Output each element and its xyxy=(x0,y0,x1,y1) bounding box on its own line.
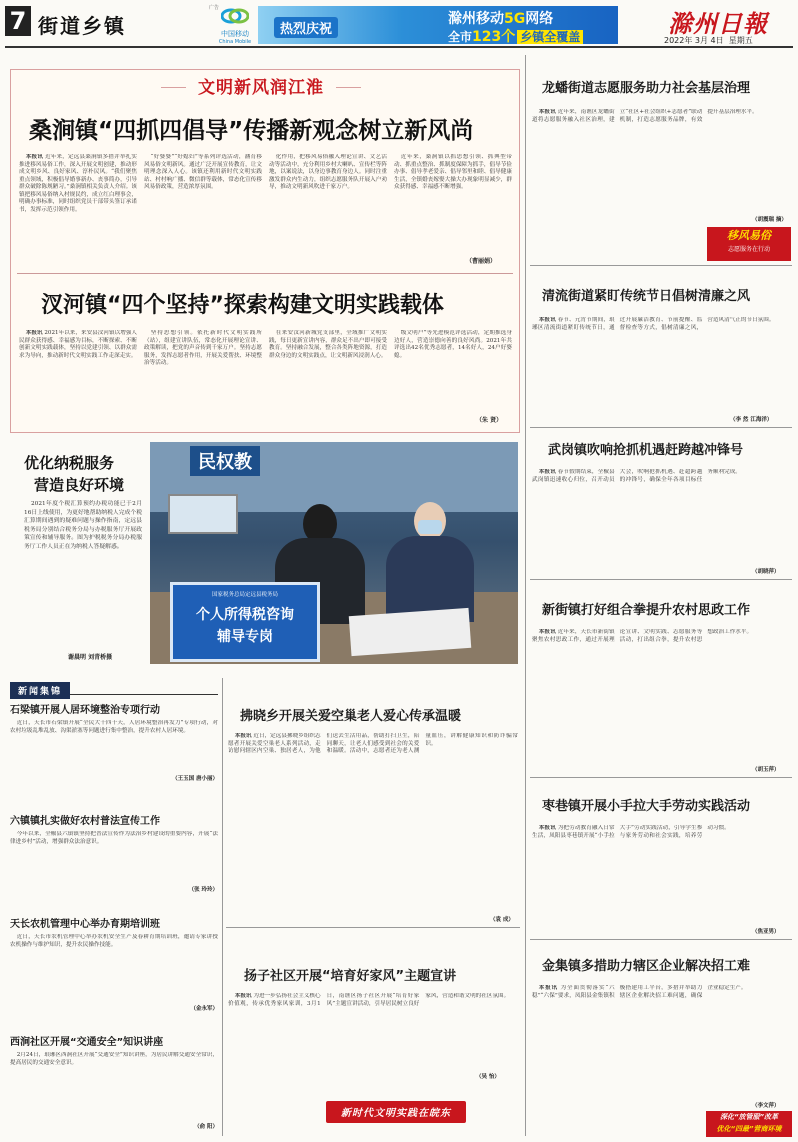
article4-text: 为进一步弘扬社会主义核心价值观，传承优秀家风家训，3月1日，南谯区扬子社区开展“培育好家风”主题宣讲活动，引导居民树立良好家风，营造和谐文明的社区氛围。 xyxy=(228,993,510,1007)
photo-sign-police: 民权教 xyxy=(190,446,260,476)
news-brief-label xyxy=(10,679,218,695)
promo-box xyxy=(707,227,791,261)
article3-lead: 本报讯 xyxy=(234,733,252,739)
brief-title-2: 六镇镇扎实做好农村普法宣传工作 xyxy=(10,816,160,827)
article9-source: （焦亚男） xyxy=(752,929,780,935)
right-divider-2 xyxy=(530,427,792,428)
news-brief-column xyxy=(10,677,218,1137)
ad-celebrate: 热烈庆祝 xyxy=(274,17,338,38)
article2-source: （朱 贤） xyxy=(476,417,503,424)
article1-col4-text: 近年来，桑涧镇以抓思想引领、抓典型带动、抓重点整治、抓制度保障为抓手，倡导节俭办事、倡导孝老爱亲、倡导邻里和睦、倡导健康生活，全镇婚丧嫁娶大操大办现象明显减少，群众获得感、幸福感不断增强。 xyxy=(394,154,512,190)
ad-line2 xyxy=(448,26,583,44)
center-bottom-banner-text: 新时代文明实践在皖东 xyxy=(341,1108,451,1119)
article8-lead: 本报讯 xyxy=(538,629,556,635)
right-divider-1 xyxy=(530,265,792,266)
promo-box-line1: 移风易俗 xyxy=(727,229,771,242)
article8-text: 近年来，天长市新街镇聚焦农村思政工作，通过开展理论宣讲、文明实践、志愿服务等活动，打出组合拳，提升农村思想政治工作水平。 xyxy=(532,629,753,643)
brief-title-4: 西涧社区开展“交通安全”知识讲座 xyxy=(10,1037,164,1048)
brief-text-3 xyxy=(10,934,218,1004)
article4-source: （吴 怡） xyxy=(476,1074,500,1080)
photo-title-line2: 营造良好环境 xyxy=(34,476,125,494)
brief-text-3-p: 近日，天长市农机管理中心举办农机安全生产及春耕育期培训班，邀请专家讲授农机操作与维护知识，提升农民操作技能。 xyxy=(10,934,218,948)
article10-source: （李文萍） xyxy=(752,1103,780,1109)
article5-title: 龙蟠街道志愿服务助力社会基层治理 xyxy=(542,81,751,96)
article7-lead: 本报讯 xyxy=(538,469,556,475)
article3-title: 拂晓乡开展关爱空巢老人爱心传承温暖 xyxy=(240,709,462,724)
feature-box xyxy=(10,69,520,433)
photo-sign-tax2: 辅导专岗 xyxy=(217,629,273,645)
article2-col3 xyxy=(269,330,387,425)
brief-item-2 xyxy=(10,812,218,893)
photo-credit: 谢晨明 刘青桥摄 xyxy=(68,654,113,661)
article7-text: 春节假期结束，全椒县武岗镇迅速收心归位，召开动员大会，吹响抢抓机遇、赶超跨越的冲锋号，确保全年各项目标任务顺利完成。 xyxy=(532,469,741,483)
article1-lead: 本报讯 xyxy=(25,154,44,160)
ad-line2-c: 乡镇全覆盖 xyxy=(517,30,583,44)
article9-text: 为把劳动教育融入日常生活，凤阳县枣巷镇开展“小手拉大手”劳动实践活动，引导学生参与家务劳动和社会实践，培养劳动习惯。 xyxy=(532,825,730,839)
issue-date xyxy=(664,35,753,46)
article2-col2-text: 坚持思想引领。依托新时代文明实践所（站），组建宣讲队伍，常态化开展理论宣讲、政策解读，把党的声音传到千家万户。坚持志愿服务，发挥志愿者作用，开展关爱帮扶、环境整治等活动。 xyxy=(144,330,262,366)
article1-col4 xyxy=(394,154,512,254)
article10-lead: 本报讯 xyxy=(538,985,558,991)
center-divider xyxy=(226,927,520,928)
article4-lead: 本报讯 xyxy=(234,993,252,999)
ad-line2-b: 123个 xyxy=(472,29,516,44)
promo-box-line2: 志愿服务在行动 xyxy=(727,246,770,253)
right-bottom-banner xyxy=(706,1111,792,1137)
brief-source-3: （金永军） xyxy=(190,1006,218,1012)
page-number: 7 xyxy=(9,7,27,35)
article10-body xyxy=(532,985,790,1105)
brief-item-1 xyxy=(10,701,218,782)
article10-text: 为全面贯彻落实“六稳”“六保”要求，凤阳县金集镇积极搭建用工平台，多措并举助力辖区企业解决招工难问题，确保企业稳定生产。 xyxy=(532,985,747,999)
article7-source: （胡晓萍） xyxy=(752,569,780,575)
article2-col4-text: 级文明户”等先进模范评选活动，定期推选身边好人，营造崇德向善的良好风尚。2021年共评选出42名优秀志愿者，14名好人，24户好婆媳。 xyxy=(394,330,512,359)
news-photo xyxy=(150,442,518,664)
article2-lead: 本报讯 xyxy=(25,330,43,336)
weekday: 星期五 xyxy=(728,36,753,45)
brief-text-2 xyxy=(10,831,218,885)
article5-source: （胡震瑞 摘） xyxy=(752,217,787,223)
china-mobile-logo-icon xyxy=(221,6,249,26)
article1-col2 xyxy=(144,154,262,264)
china-mobile-logo xyxy=(213,6,257,46)
brief-item-4 xyxy=(10,1033,218,1130)
article2-col4 xyxy=(394,330,512,415)
article9-body xyxy=(532,825,790,925)
ad-line1 xyxy=(448,8,553,28)
photo-papers xyxy=(349,608,471,656)
article8-source: （胡玉萍） xyxy=(752,767,780,773)
brief-text-4 xyxy=(10,1052,218,1122)
brief-item-3 xyxy=(10,915,218,1012)
article1-col3-text: 化作用，把移风易俗融入理论宣讲、文艺活动等活动中，充分利用乡村大喇叭、宣传栏等阵地，以案说法，以身边事教育身边人。同时注重激发群众内生动力，组织志愿服务队开展入户劝导，推动文明新风吹进千家万户。 xyxy=(269,154,387,190)
article2-col1-text: 2021年以来，来安县汊河镇以增强人民群众获得感、幸福感为目标，不断探索、不断创新文明实践载体，坚持以党建引领、以群众需求为导向，推动新时代文明实践工作走深走实。 xyxy=(19,330,137,359)
right-divider-4 xyxy=(530,777,792,778)
article6-lead: 本报讯 xyxy=(538,317,556,323)
photo-caption: 2021年度个税汇算预约办税功能已于2月16日上线使用，为更好地帮助纳税人完成个税汇算期间遇到的疑难问题与操作指南，定远县税务局分别结合税务分局与办税服务厅开展政策宣传和辅导服务。图为护税税务分局办税服务厅工作人员正在为纳税人答疑解惑。 xyxy=(24,501,142,550)
article2-col2 xyxy=(144,330,262,425)
article3-source: （袁 成） xyxy=(490,917,514,923)
article6-body xyxy=(532,317,790,417)
brief-source-2: （张 玲玲） xyxy=(188,887,218,893)
brief-text-1-p: 近日，天长市石梁镇开展“全民大干四十天，人居环境整治再发力”专项行动，对农村垃圾乱堆乱放、沟渠淤塞等问题进行集中整治，提升农村人居环境。 xyxy=(10,720,218,734)
photo-sign-tax1: 个人所得税咨询 xyxy=(196,607,294,623)
right-column xyxy=(530,55,792,1137)
page-header xyxy=(0,0,798,48)
ad-brand-en: China Mobile xyxy=(218,39,252,45)
main-column-divider xyxy=(525,55,526,1136)
article6-source: （李 然 江海洋） xyxy=(730,417,773,423)
article2-col1 xyxy=(19,330,137,425)
brief-title-3: 天长农机管理中心举办育期培训班 xyxy=(10,919,160,930)
right-divider-3 xyxy=(530,579,792,580)
brief-text-2-p: 今年以来，全椒县六镇镇坚持把普法宣传作为法治乡村建设的重要内容，开展“法律进乡村”活动，增强群众法治意识。 xyxy=(10,831,218,845)
section-title: 街道乡镇 xyxy=(38,14,126,38)
date: 2022年 3月 4日 xyxy=(664,36,724,45)
feature-divider xyxy=(17,273,513,274)
ad-line2-a: 全市 xyxy=(448,30,473,44)
photo-sign-office: 国家税务总局定远县税务局 xyxy=(211,592,278,598)
ad-brand: 中国移动 xyxy=(221,30,249,38)
right-bottom-banner-1: 深化“放管服”改革 xyxy=(719,1113,779,1121)
brief-source-4: （俞 阳） xyxy=(194,1124,218,1130)
article6-text: 春节、元宵节期间，琅琊区清流街道紧盯传统节日，通过开展廉洁教育、节前提醒、监督检查等方式，倡树清廉之风，营造风清气正的节日氛围。 xyxy=(532,317,775,331)
center-column xyxy=(226,677,520,1137)
brief-source-1: （王玉国 唐小丽） xyxy=(172,776,218,782)
ad-line1-a: 滁州移动 xyxy=(448,11,504,27)
header-rule xyxy=(5,46,793,48)
photo-screen xyxy=(168,494,238,534)
paper-name: 滁州日報 xyxy=(668,9,768,38)
article7-body xyxy=(532,469,790,569)
brief-title-1: 石梁镇开展人居环境整治专项行动 xyxy=(10,705,160,716)
article1-source: （曹丽娟） xyxy=(466,258,497,265)
article3-text: 近日，定远县拂晓乡组织志愿者开展关爱空巢老人系列活动，走访慰问辖区内空巢、独居老人，为他们送去生活用品，帮助打扫卫生，陪同聊天，让老人们感受到社会的关爱和温暖。活动中，志愿者还为老人测量血压，讲解健康知识和防诈骗常识。 xyxy=(228,733,518,754)
article5-lead: 本报讯 xyxy=(538,109,556,115)
ad-line1-b: 5G xyxy=(504,11,526,27)
article5-text: 近年来，南谯区龙蟠街道将志愿服务融入社区治理，建立“社区+社会组织+志愿者”联动机制，打造志愿服务品牌，有效提升基层治理水平。 xyxy=(532,109,758,123)
page-number-box xyxy=(5,6,31,36)
feature-banner-text: 文明新风润江淮 xyxy=(186,75,336,101)
news-brief-label-text: 新闻集锦 xyxy=(10,682,70,699)
photo-person-staff xyxy=(380,502,480,622)
photo-tax-sign xyxy=(170,582,320,662)
left-column-divider xyxy=(222,678,223,1136)
article1-col1-text: 近年来，定远县桑涧镇多措并举扎实推进移风易俗工作，深入开展文明创建，推动形成文明乡风、良好家风、淳朴民风。“我们聚焦重点领域，积极倡导婚事新办、丧事简办，引导群众破除陈规陋习。”桑涧镇相关负责人介绍。该镇把移风易俗纳入村规民约，成立红白理事会，明确办事标准，同时组织党员干部带头签订承诺书，发挥示范引领作用。 xyxy=(19,154,137,213)
brief-text-4-p: 2月24日，琅琊区西涧社区开展“交通安全”知识讲座，为居民讲解交通安全常识，提高居民的交通安全意识。 xyxy=(10,1052,218,1066)
article1-col3 xyxy=(269,154,387,264)
article2-col3-text: 在来安汊河新城党支部里，全域推广文明实践，每日更新宣讲内容，群众足不出户即可接受教育。坚持融合发展，整合各类阵地资源，打造群众身边的文明实践点，让文明新风浸润人心。 xyxy=(269,330,387,359)
article6-title: 清流街道紧盯传统节日倡树清廉之风 xyxy=(542,289,751,304)
article10-title: 金集镇多措助力辖区企业解决招工难 xyxy=(542,959,751,974)
right-divider-5 xyxy=(530,939,792,940)
article4-title: 扬子社区开展“培育好家风”主题宣讲 xyxy=(244,969,457,984)
ad-banner xyxy=(258,6,618,44)
article8-body xyxy=(532,629,790,759)
article9-title: 枣巷镇开展小手拉大手劳动实践活动 xyxy=(542,799,751,814)
article2-title: 汊河镇“四个坚持”探索构建文明实践载体 xyxy=(41,293,444,318)
article1-col2-text: “好婆婆”“好媳妇”等系列评选活动，涵育移风易俗文明新风。通过广泛开展宣传教育，让文明理念深入人心。该镇还利用新时代文明实践站、村村响广播、微信群等载体，常态化宣传移风易俗政策，营造浓厚氛围。 xyxy=(144,154,262,190)
article7-title: 武岗镇吹响抢抓机遇赶跨越冲锋号 xyxy=(548,443,744,458)
photo-block xyxy=(10,440,520,668)
ad-label: 广告 xyxy=(209,5,220,11)
ad-line1-c: 网络 xyxy=(525,11,554,27)
right-bottom-banner-2: 优化“四最”营商环境 xyxy=(716,1125,782,1133)
article1-col1 xyxy=(19,154,137,264)
article3-body xyxy=(228,733,518,923)
center-bottom-banner xyxy=(326,1101,466,1123)
article1-title: 桑涧镇“四抓四倡导”传播新观念树立新风尚 xyxy=(29,118,474,144)
photo-title-line1: 优化纳税服务 xyxy=(24,454,115,472)
brief-text-1 xyxy=(10,720,218,774)
article8-title: 新街镇打好组合拳提升农村思政工作 xyxy=(542,603,751,618)
article4-body xyxy=(228,993,518,1101)
article9-lead: 本报讯 xyxy=(538,825,556,831)
feature-banner xyxy=(161,75,361,101)
